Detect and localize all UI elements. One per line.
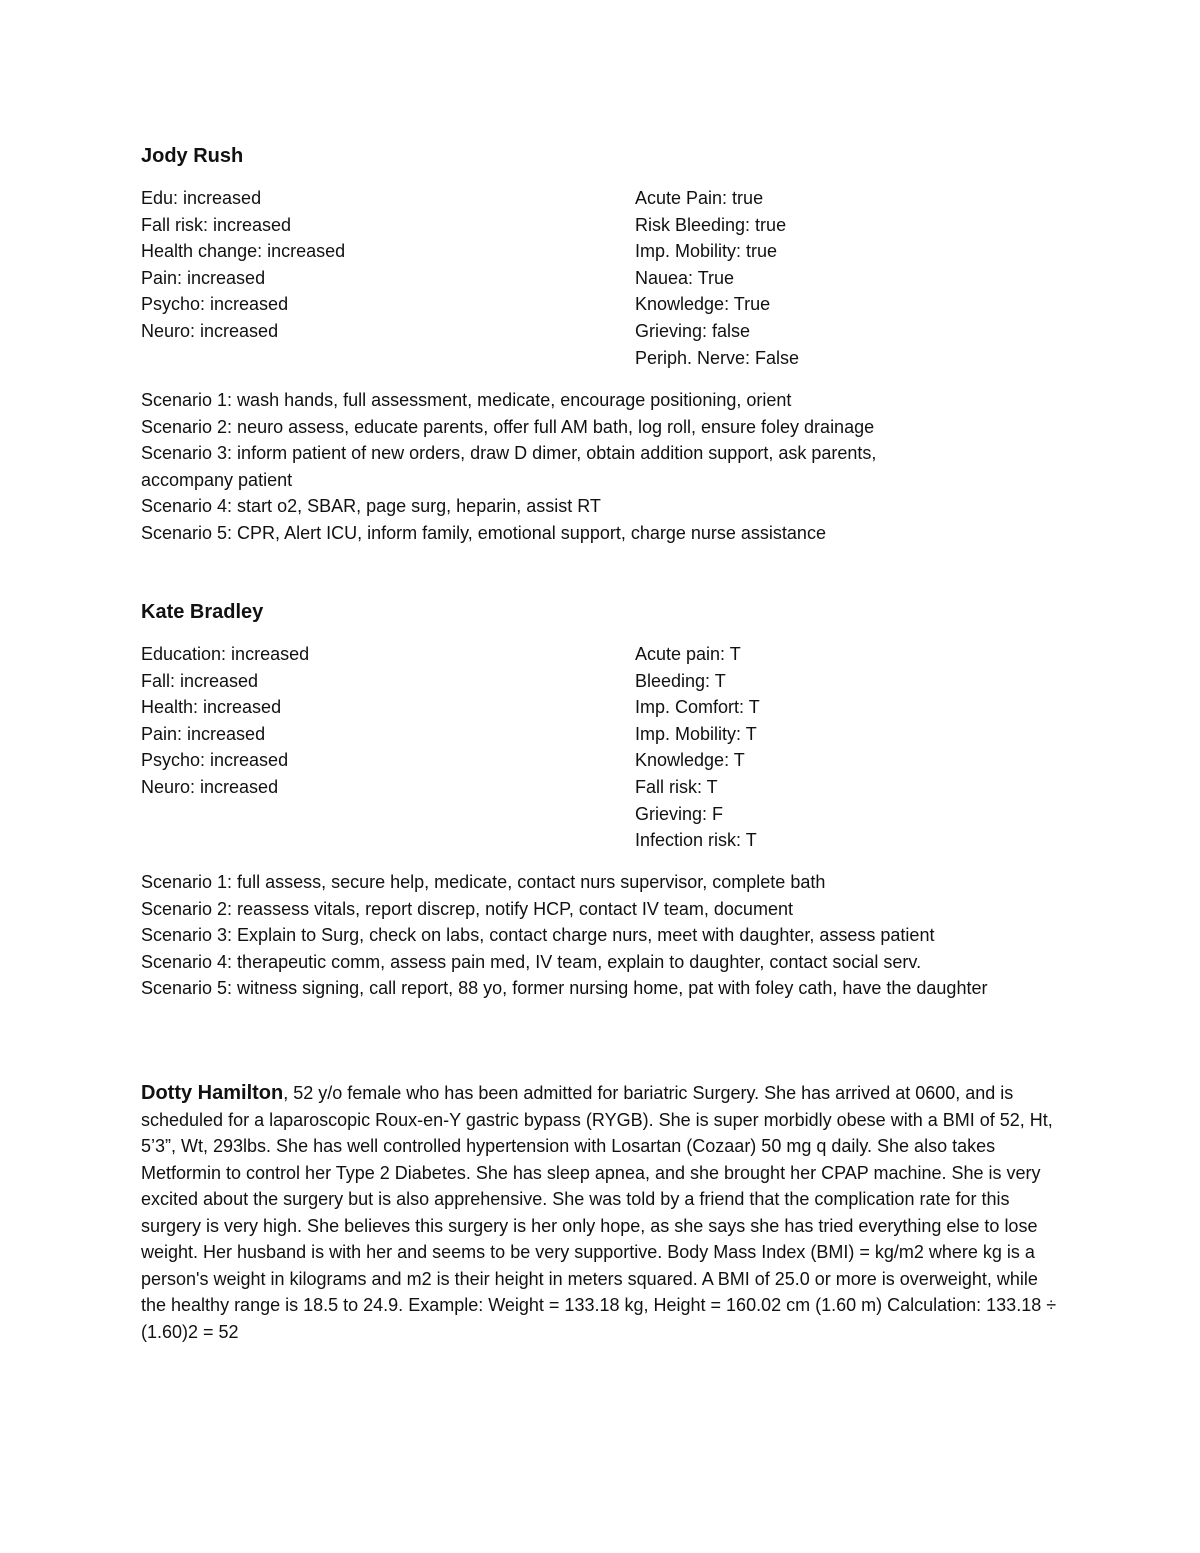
diagnosis-item: Knowledge: True [635,294,771,315]
diagnosis-list [635,641,760,854]
diagnosis-item: Nauea: True [635,267,735,288]
risk-item: Neuro: increased [141,776,279,797]
risk-item: Fall risk: increased [141,214,292,235]
diagnosis-item: Imp. Mobility: T [635,723,757,744]
case-study-dotty-hamilton [141,1080,1061,1345]
scenario-list-kate-bradley [141,869,1071,1002]
risk-item: Fall: increased [141,670,259,691]
diagnosis-list [635,185,799,371]
patient-section-kate-bradley [141,599,1071,851]
patient-section-jody-rush [141,143,1071,368]
scenario-item: Scenario 1: wash hands, full assessment, medicate, encourage positioning, orient [141,390,792,410]
diagnosis-item: Grieving: F [635,803,724,824]
scenario-item: Scenario 3: inform patient of new orders, draw D dimer, obtain addition support, ask parents, accompany patient [141,443,877,490]
patient-name: Kate Bradley [141,601,264,623]
risk-list [141,185,345,345]
patient-name: Jody Rush [141,145,244,167]
diagnosis-item: Bleeding: T [635,670,726,691]
risk-item: Psycho: increased [141,294,289,315]
patient-name: Dotty Hamilton [141,1082,284,1104]
diagnosis-item: Acute Pain: true [635,188,764,208]
scenario-item: Scenario 2: reassess vitals, report discrep, notify HCP, contact IV team, document [141,898,793,919]
diagnosis-item: Acute pain: T [635,644,741,664]
diagnosis-item: Infection risk: T [635,830,757,851]
scenario-item: Scenario 4: therapeutic comm, assess pain med, IV team, explain to daughter, contact social serv. [141,951,922,972]
scenario-item: Scenario 4: start o2, SBAR, page surg, heparin, assist RT [141,496,601,517]
scenario-item: Scenario 1: full assess, secure help, medicate, contact nurs supervisor, complete bath [141,872,826,892]
risk-item: Health: increased [141,697,282,718]
diagnosis-item: Risk Bleeding: true [635,214,787,235]
scenario-item: Scenario 5: witness signing, call report, 88 yo, former nursing home, pat with foley cath, have the daughter [141,978,988,999]
scenario-item: Scenario 3: Explain to Surg, check on labs, contact charge nurs, meet with daughter, assess patient [141,925,935,946]
diagnosis-item: Grieving: false [635,320,751,341]
risk-item: Neuro: increased [141,320,279,341]
scenario-list-jody-rush [141,387,1071,547]
risk-item: Pain: increased [141,267,266,288]
case-study-text: , 52 y/o female who has been admitted for bariatric Surgery. She has arrived at 0600, and is scheduled for a laparoscopic Roux-en-Y gastric bypass (RYGB). She is super morbidly obese with a BMI of 52, Ht, 5’3”, Wt, 293lbs. She has well controlled hypertension with Losartan (Cozaar) 50 mg q daily. She also takes Metformin to control her Type 2 Diabetes. She has sleep apnea, and she brought her CPAP machine. She is very excited about the surgery but is also apprehensive. She was told by a friend that the complication rate for this surgery is very high. She believes this surgery is her only hope, as she says she has tried everything else to lose weight. Her husband is with her and seems to be very supportive. Body Mass Index (BMI) = kg/m2 where kg is a person's weight in kilograms and m2 is their height in meters squared. A BMI of 25.0 or more is overweight, while the healthy range is 18.5 to 24.9. Example: Weight = 133.18 kg, Height = 160.02 cm (1.60 m) Calculation: 133.18 ÷ (1.60)2 = 52 [141,1083,1057,1342]
risk-item: Pain: increased [141,723,266,744]
scenario-item: Scenario 5: CPR, Alert ICU, inform family, emotional support, charge nurse assistance [141,522,826,543]
risk-item: Psycho: increased [141,750,289,771]
risk-item: Edu: increased [141,188,262,208]
diagnosis-item: Fall risk: T [635,776,718,797]
risk-item: Health change: increased [141,241,346,262]
diagnosis-item: Imp. Mobility: true [635,241,778,262]
case-study-paragraph [141,1080,1061,1345]
diagnosis-item: Periph. Nerve: False [635,347,800,368]
scenario-item: Scenario 2: neuro assess, educate parents, offer full AM bath, log roll, ensure foley drainage [141,416,875,437]
diagnosis-item: Imp. Comfort: T [635,697,760,718]
risk-item: Education: increased [141,644,310,664]
diagnosis-item: Knowledge: T [635,750,745,771]
risk-list [141,641,309,801]
